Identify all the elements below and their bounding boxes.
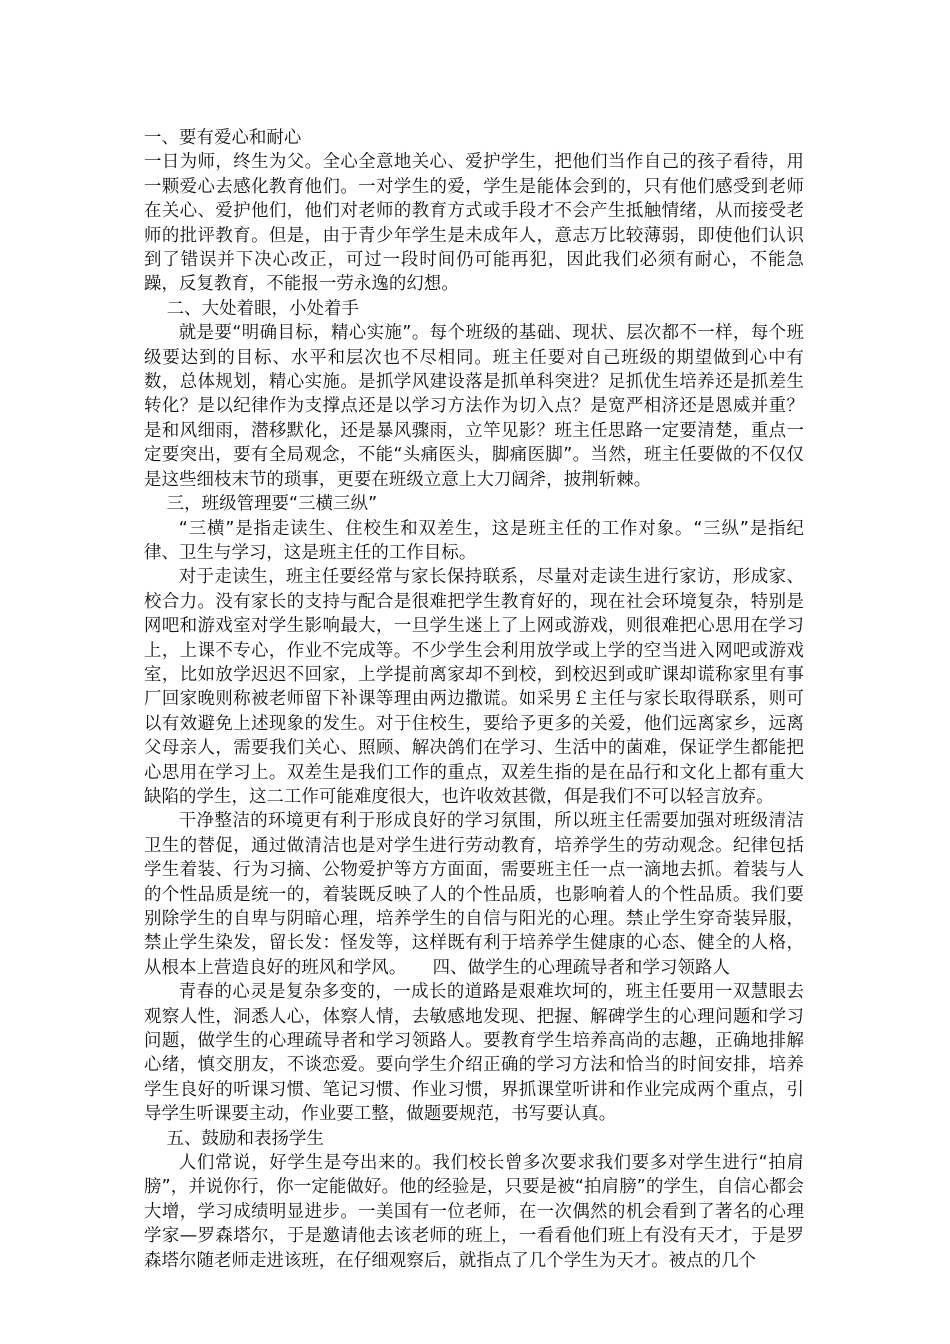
section-heading-3: 三，班级管理要“三横三纵” <box>166 494 378 515</box>
paragraph: 就是要“明确目标，精心实施”。每个班级的基础、现状、层次都不一样，每个班级要达到的目标、水平和层次也不尽相同。班主任要对自己班级的期望做到心中有数，总体规划，精心实施。是抓学风建设落是抓单科突进？足抓优生培养还是抓差生转化？是以纪律作为支撑点还是以学习方法作为切入点？是宽严相济还是恩威并重？是和风细雨，潜移默化，还是暴风骤雨，立竿见影？班主任思路一定要清楚，重点一定要突出，要有全局观念，不能“头痛医头，脚痛医脚”。当然，班主任要做的不仅仅是这些细枝末节的琐事，更要在班级立意上大刀阔斧，披荆斩棘。 <box>144 323 804 490</box>
document-body <box>144 126 804 1273</box>
paragraph: 人们常说，好学生是夸出来的。我们校长曾多次要求我们要多对学生进行“拍肩膀”，并说你行，你一定能做好。他的经验是，只要是被“拍肩膀”的学生，自信心都会大增，学习成绩明显进步。一美国有一位老师，在一次偶然的机会看到了著名的心理学家—罗森塔尔，于是邀请他去该老师的班上，一看看他们班上有没有天才，于是罗森塔尔随老师走进该班，在仔细观察后，就指点了几个学生为天才。被点的几个 <box>144 1153 804 1271</box>
paragraph: 青春的心灵是复杂多变的，一成长的道路是艰难坎坷的，班主任要用一双慧眼去观察人性，洞悉人心，体察人情，去敏感地发现、把握、解碑学生的心理问题和学习问题，做学生的心理疏导者和学习领路人。要教育学生培养高尚的志趣，正确地排解心绪，慎交朋友，不谈恋爱。要向学生介绍正确的学习方法和恰当的时间安排，培养学生良好的听课习惯、笔记习惯、作业习惯，界抓课堂听讲和作业完成两个重点，引导学生听课要主动，作业要工整，做题要规范，书写要认真。 <box>144 982 804 1125</box>
paragraph: 一日为师，终生为父。全心全意地关心、爱护学生，把他们当作自己的孩子看待，用一颗爱心去感化教育他们。一对学生的爱，学生是能体会到的，只有他们感受到老师在关心、爱护他们，他们对老师的教育方式或手段才不会产生抵触情绪，从而接受老师的批评教育。但是，由于青少年学生是未成年人，意志万比较薄弱，即使他们认识到了错误并下决心改正，可过一段时间仍可能再犯，因此我们必须有耐心，不能急躁，反复教育，不能报一劳永逸的幻想。 <box>144 152 804 295</box>
section-heading-1: 一、要有爱心和耐心 <box>144 128 302 148</box>
paragraph: “三横”是指走读生、住校生和双差生，这是班主任的工作对象。“三纵”是指纪律、卫生与学习，这是班主任的工作目标。 <box>144 518 804 563</box>
section-heading-2: 二、大处着眼，小处着手 <box>166 298 360 319</box>
paragraph: 干净整洁的环境更有利于形成良好的学习氛围，所以班主任需要加强对班级清洁卫生的替促，通过做清洁也是对学生进行劳动教育，培养学生的劳动观念。纪律包括学生着装、行为习摘、公物爱护等方方面面，需要班主任一点一滴地去抓。着装与人的个性品质是统一的，着装既反映了人的个性品质，也影响着人的个性品质。我们要别除学生的自卑与阴暗心理，培养学生的自信与阳光的心理。禁止学生穿奇装异服，禁止学生染发，留长发：怪发等，这样既有利于培养学生健康的心态、健全的人格，从根本上营造良好的班风和学风。 四、做学生的心理疏导者和学习领路人 <box>144 811 804 978</box>
section-heading-5: 五、鼓励和表扬学生 <box>166 1128 325 1149</box>
paragraph: 对于走读生，班主任要经常与家长保持联系，尽量对走读生进行家访，形成家、校合力。没有家长的支持与配合是很难把学生教育好的，现在社会环境复杂，特别是网吧和游戏室对学生影响最大，一旦学生迷上了上网或游戏，则很难把心思用在学习上，上课不专心，作业不完成等。不少学生会利用放学或上学的空当进入网吧或游戏室，比如放学迟迟不回家，上学提前离家却不到校，到校迟到或旷课却谎称家里有事厂回家晚则称被老师留下补课等理由两边撒谎。如采男￡主任与家长取得联系，则可以有效避免上述现象的发生。对于住校生，要给予更多的关爱，他们远离家乡，远离父母亲人，需要我们关心、照顾、解决鸽们在学习、生活中的菌难，保证学生都能把心思用在学习上。双差生是我们工作的重点，双差生指的是在品行和文化上都有重大缺陷的学生，这二工作可能难度很大，也许收效甚微，佴是我们不可以轻言放弃。 <box>144 567 804 807</box>
